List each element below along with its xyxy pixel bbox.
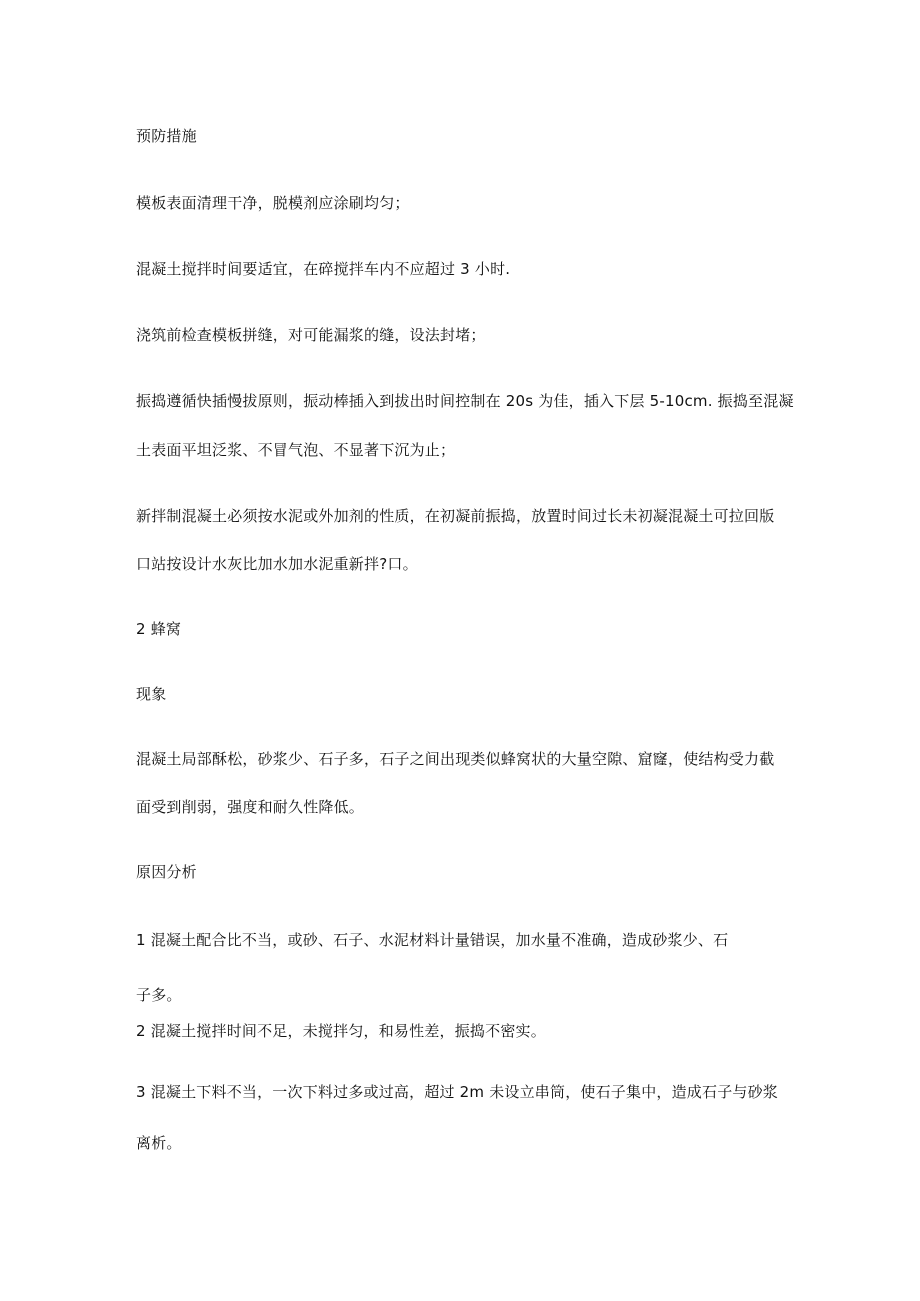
cause-item-2: 2 混凝土搅拌时间不足，未搅拌匀，和易性差，振捣不密实。: [136, 1022, 546, 1040]
prevention-heading: 预防措施: [136, 127, 197, 145]
prevention-item-4-line-2: 土表面平坦泛浆、不冒气泡、不显著下沉为止；: [136, 441, 456, 459]
cause-heading: 原因分析: [136, 863, 197, 881]
cause-item-3-line-1: 3 混凝土下料不当，一次下料过多或过高，超过 2m 未设立串筒，使石子集中，造成石子与砂浆: [136, 1083, 779, 1101]
cause-item-1-line-1: 1 混凝土配合比不当，或砂、石子、水泥材料计量错误，加水量不准确，造成砂浆少、石: [136, 931, 729, 949]
prevention-item-4-line-1: 振捣遵循快插慢拔原则，振动棒插入到拔出时间控制在 20s 为佳，插入下层 5-10cm. 振捣至混凝: [136, 392, 794, 410]
phenomenon-heading: 现象: [136, 685, 167, 703]
prevention-item-1: 模板表面清理干净，脱模剂应涂刷均匀；: [136, 194, 410, 212]
phenomenon-line-1: 混凝土局部酥松，砂浆少、石子多，石子之间出现类似蜂窝状的大量空隙、窟窿，使结构受力截: [136, 750, 775, 768]
prevention-item-3: 浇筑前检查模板拼缝，对可能漏浆的缝，设法封堵；: [136, 326, 486, 344]
prevention-item-5-line-2: 口站按设计水灰比加水加水泥重新拌?口。: [136, 555, 418, 573]
section-2-title: 2 蜂窝: [136, 620, 182, 638]
prevention-item-2: 混凝土搅拌时间要适宜，在碎搅拌车内不应超过 3 小时.: [136, 260, 511, 278]
cause-item-3-line-2: 离析。: [136, 1134, 182, 1152]
phenomenon-line-2: 面受到削弱，强度和耐久性降低。: [136, 798, 365, 816]
prevention-item-5-line-1: 新拌制混凝土必须按水泥或外加剂的性质，在初凝前振捣，放置时间过长未初凝混凝土可拉回版: [136, 507, 775, 525]
cause-item-1-line-2: 子多。: [136, 986, 182, 1004]
